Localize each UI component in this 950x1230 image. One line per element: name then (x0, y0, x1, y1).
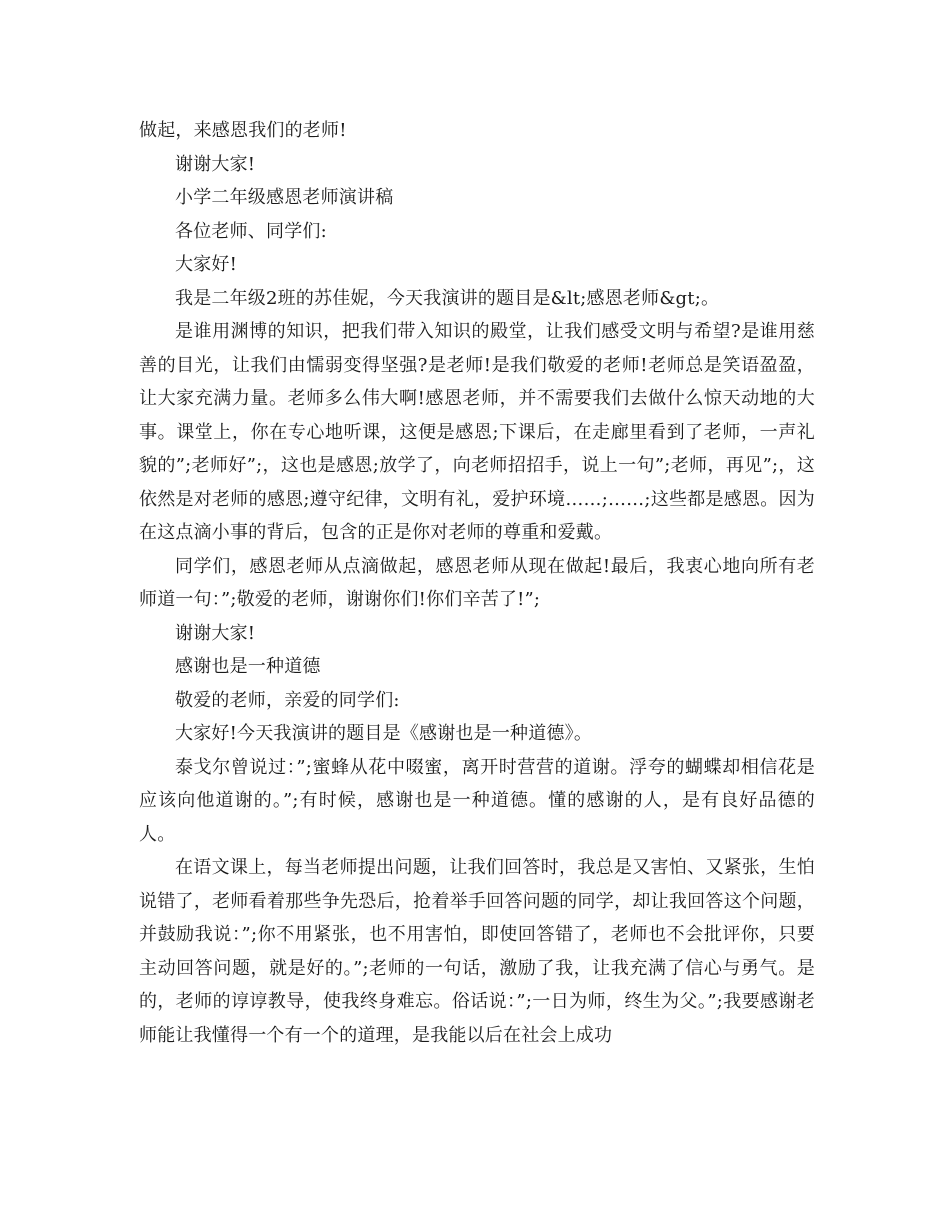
paragraph: 谢谢大家! (175, 622, 256, 644)
document-body (139, 114, 815, 1052)
greeting: 大家好!今天我演讲的题目是《感谢也是一种道德》。 (175, 723, 593, 744)
paragraph: 我是二年级2班的苏佳妮，今天我演讲的题目是&lt;感恩老师&gt;。 (175, 287, 720, 309)
paragraph: 同学们，感恩老师从点滴做起，感恩老师从现在做起!最后，我衷心地向所有老师道一句：”;敬爱的老师，谢谢你们!你们辛苦了!”; (139, 555, 815, 610)
paragraph: 泰戈尔曾说过：”;蜜蜂从花中啜蜜，离开时营营的道谢。浮夸的蝴蝶却相信花是应该向他道谢的。”;有时候，感谢也是一种道德。懂的感谢的人，是有良好品德的人。 (139, 756, 815, 845)
salutation: 敬爱的老师，亲爱的同学们: (175, 689, 400, 711)
section-heading: 感谢也是一种道德 (175, 656, 321, 677)
paragraph: 在语文课上，每当老师提出问题，让我们回答时，我总是又害怕、又紧张，生怕说错了，老师看着那些争先恐后，抢着举手回答问题的同学，却让我回答这个问题，并鼓励我说：”;你不用紧张，也不用害怕，即使回答错了，老师也不会批评你，只要主动回答问题，就是好的。”;老师的一句话，激励了我，让我充满了信心与勇气。是的，老师的谆谆教导，使我终身难忘。俗话说：”;一日为师，终生为父。”;我要感谢老师能让我懂得一个有一个的道理，是我能以后在社会上成功 (139, 857, 815, 1046)
paragraph: 是谁用渊博的知识，把我们带入知识的殿堂，让我们感受文明与希望?是谁用慈善的目光，让我们由懦弱变得坚强?是老师!是我们敬爱的老师!老师总是笑语盈盈，让大家充满力量。老师多么伟大啊!感恩老师，并不需要我们去做什么惊天动地的大事。课堂上，你在专心地听课，这便是感恩;下课后，在走廊里看到了老师，一声礼貌的”;老师好”;，这也是感恩;放学了，向老师招招手，说上一句”;老师，再见”;，这依然是对老师的感恩;遵守纪律，文明有礼，爱护环境……;……;这些都是感恩。因为在这点滴小事的背后，包含的正是你对老师的尊重和爱戴。 (139, 321, 815, 543)
salutation: 各位老师、同学们: (175, 220, 327, 242)
paragraph: 谢谢大家! (175, 153, 256, 175)
section-heading: 小学二年级感恩老师演讲稿 (175, 187, 394, 208)
paragraph: 做起，来感恩我们的老师! (139, 120, 347, 141)
greeting: 大家好! (175, 254, 238, 275)
